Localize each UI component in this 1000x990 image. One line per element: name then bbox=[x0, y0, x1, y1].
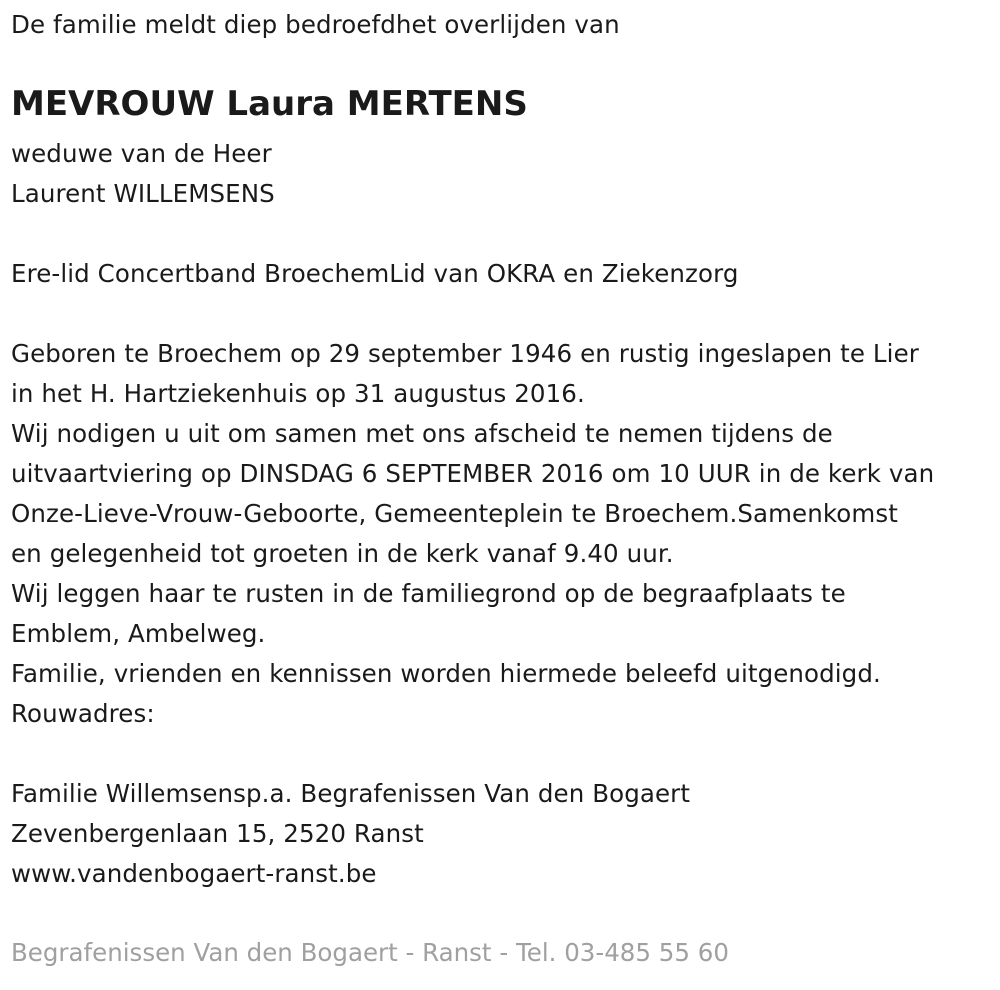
website-link[interactable]: www.vandenbogaert-ranst.be bbox=[11, 859, 377, 888]
footer-funeral-home: Begrafenissen Van den Bogaert - Ranst - Tel. 03-485 55 60 bbox=[11, 938, 729, 967]
deceased-name: MEVROUW Laura MERTENS bbox=[11, 84, 528, 124]
membership-block bbox=[11, 254, 738, 294]
body-line: Emblem, Ambelweg. bbox=[11, 619, 266, 648]
address-block bbox=[11, 774, 690, 894]
body-line: Wij nodigen u uit om samen met ons afscheid te nemen tijdens de bbox=[11, 419, 833, 448]
address-line: Familie Willemsensp.a. Begrafenissen Van den Bogaert bbox=[11, 779, 691, 808]
mourning-address-label: Rouwadres: bbox=[11, 699, 155, 728]
body-line: en gelegenheid tot groeten in de kerk vanaf 9.40 uur. bbox=[11, 539, 674, 568]
address-line: Zevenbergenlaan 15, 2520 Ranst bbox=[11, 819, 424, 848]
body-line: Familie, vrienden en kennissen worden hiermede beleefd uitgenodigd. bbox=[11, 659, 881, 688]
intro-text: De familie meldt diep bedroefdhet overlijden van bbox=[11, 10, 620, 39]
spouse-name: Laurent WILLEMSENS bbox=[11, 179, 275, 208]
widow-block bbox=[11, 134, 275, 214]
body-line: in het H. Hartziekenhuis op 31 augustus 2016. bbox=[11, 379, 585, 408]
widow-line: weduwe van de Heer bbox=[11, 139, 272, 168]
body-line: Wij leggen haar te rusten in de familiegrond op de begraafplaats te bbox=[11, 579, 846, 608]
body-line: Onze-Lieve-Vrouw-Geboorte, Gemeenteplein te Broechem.Samenkomst bbox=[11, 499, 898, 528]
body-line: uitvaartviering op DINSDAG 6 SEPTEMBER 2016 om 10 UUR in de kerk van bbox=[11, 459, 935, 488]
body-line: Geboren te Broechem op 29 september 1946 en rustig ingeslapen te Lier bbox=[11, 339, 919, 368]
announcement-body bbox=[11, 334, 934, 734]
membership-text: Ere-lid Concertband BroechemLid van OKRA en Ziekenzorg bbox=[11, 259, 739, 288]
